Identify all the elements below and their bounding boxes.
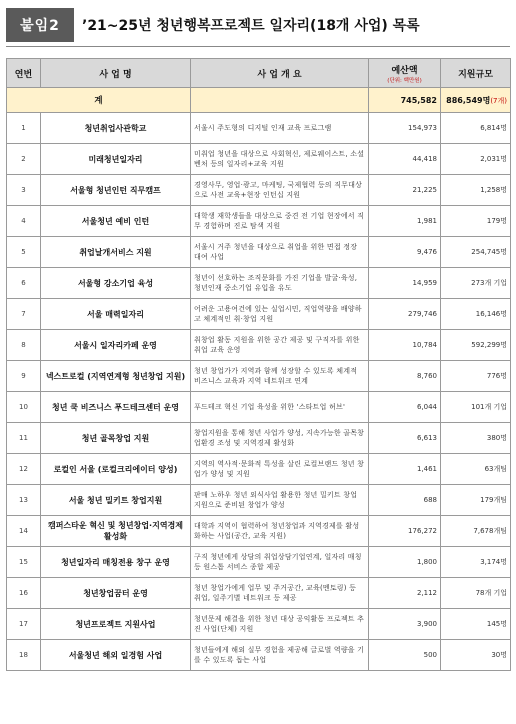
row-summary: 경영사무, 영업·광고, 마케팅, 국제협력 등의 직무대상으로 사전 교육+현장 인턴십 지원 (191, 175, 369, 206)
row-scale: 101개 기업 (441, 392, 511, 423)
row-name: 로컬인 서울 (로컬크리에이터 양성) (41, 454, 191, 485)
row-name: 청년프로젝트 지원사업 (41, 609, 191, 640)
table-row (7, 206, 511, 237)
row-name: 서울 매력일자리 (41, 299, 191, 330)
total-scale (441, 88, 511, 113)
row-summary: 취창업 활동 지원을 위한 공간 제공 및 구직자를 위한 취업 교육 운영 (191, 330, 369, 361)
row-budget: 8,760 (369, 361, 441, 392)
total-scale-value: 886,549명 (446, 95, 491, 105)
header-budget-unit: (단위: 백만원) (387, 77, 422, 84)
row-summary: 청년들에게 해외 실무 경험을 제공해 글로벌 역량을 기를 수 있도록 돕는 사업 (191, 640, 369, 671)
table-row (7, 113, 511, 144)
appendix-badge: 붙임2 (6, 8, 74, 42)
row-budget: 10,784 (369, 330, 441, 361)
row-budget: 14,959 (369, 268, 441, 299)
row-budget: 9,476 (369, 237, 441, 268)
row-no: 15 (7, 547, 41, 578)
header-no: 연번 (7, 59, 41, 88)
row-name: 서울 청년 밀키트 창업지원 (41, 485, 191, 516)
table-row (7, 175, 511, 206)
row-name: 서울청년 예비 인턴 (41, 206, 191, 237)
row-summary: 청년문제 해결을 위한 청년 대상 공익활동 프로젝트 추진 사업(단체) 지원 (191, 609, 369, 640)
row-summary: 구직 청년에게 상담의 취업상담기업연계, 일자리 매칭 등 원스톱 서비스 종합 제공 (191, 547, 369, 578)
row-no: 2 (7, 144, 41, 175)
row-summary: 어려운 고용여건에 있는 실업시민, 직업역량을 배양하고 체계적인 취·창업 지원 (191, 299, 369, 330)
row-no: 8 (7, 330, 41, 361)
row-summary: 대학생 재학생들을 대상으로 중견 전 기업 현장에서 직무 경험하며 진로 탐색 지원 (191, 206, 369, 237)
row-name: 청년 쿡 비즈니스 푸드테크센터 운영 (41, 392, 191, 423)
row-no: 6 (7, 268, 41, 299)
row-no: 3 (7, 175, 41, 206)
header-budget-label: 예산액 (391, 65, 418, 76)
row-scale: 2,031명 (441, 144, 511, 175)
table-row (7, 485, 511, 516)
total-scale-unit: (7개) (490, 96, 507, 105)
row-summary: 푸드테크 혁신 기업 육성을 위한 '스타트업 허브' (191, 392, 369, 423)
row-summary: 청년 창업가가 지역과 함께 성장할 수 있도록 체계적 비즈니스 교육과 지역 네트워크 연계 (191, 361, 369, 392)
row-no: 10 (7, 392, 41, 423)
row-name: 청년창업꿈터 운영 (41, 578, 191, 609)
table-row (7, 578, 511, 609)
row-budget: 279,746 (369, 299, 441, 330)
row-no: 12 (7, 454, 41, 485)
row-name: 취업날개서비스 지원 (41, 237, 191, 268)
table-row (7, 609, 511, 640)
row-name: 미래청년일자리 (41, 144, 191, 175)
row-scale: 78개 기업 (441, 578, 511, 609)
table-row (7, 330, 511, 361)
row-no: 14 (7, 516, 41, 547)
row-name: 넥스트로컬 (지역연계형 청년창업 지원) (41, 361, 191, 392)
row-budget: 154,973 (369, 113, 441, 144)
row-name: 서울형 강소기업 육성 (41, 268, 191, 299)
row-scale: 145명 (441, 609, 511, 640)
row-no: 13 (7, 485, 41, 516)
title-divider (6, 46, 510, 47)
table-row (7, 516, 511, 547)
row-budget: 2,112 (369, 578, 441, 609)
row-summary: 지역의 역사적·문화적 특성을 살린 로컬브랜드 청년 창업가 양성 및 지원 (191, 454, 369, 485)
row-summary: 대학과 지역이 협력하여 청년창업과 지역경제를 활성화하는 사업(공간, 교육 지원) (191, 516, 369, 547)
total-summary-empty (191, 88, 369, 113)
table-row (7, 454, 511, 485)
row-scale: 3,174명 (441, 547, 511, 578)
row-scale: 273개 기업 (441, 268, 511, 299)
table-row (7, 640, 511, 671)
row-budget: 6,613 (369, 423, 441, 454)
row-summary: 서울시 거주 청년을 대상으로 취업을 위한 면접 정장 대여 사업 (191, 237, 369, 268)
title-bar (6, 8, 510, 42)
row-summary: 청년이 선호하는 조직문화를 가진 기업을 발굴·육성, 청년인재 중소기업 유입을 유도 (191, 268, 369, 299)
row-summary: 미취업 청년을 대상으로 사회혁신, 제로웨이스트, 소셜벤처 등의 일자리+교육 지원 (191, 144, 369, 175)
row-budget: 688 (369, 485, 441, 516)
table-row (7, 268, 511, 299)
row-scale: 254,745명 (441, 237, 511, 268)
row-name: 서울청년 해외 일경험 사업 (41, 640, 191, 671)
row-no: 17 (7, 609, 41, 640)
row-name: 청년취업사관학교 (41, 113, 191, 144)
row-budget: 1,800 (369, 547, 441, 578)
table-row (7, 547, 511, 578)
row-scale: 16,146명 (441, 299, 511, 330)
row-budget: 1,461 (369, 454, 441, 485)
row-no: 4 (7, 206, 41, 237)
table-row (7, 299, 511, 330)
page-title: ’21~25년 청년행복프로젝트 일자리(18개 사업) 목록 (82, 18, 420, 34)
header-scale: 지원규모 (441, 59, 511, 88)
row-scale: 380명 (441, 423, 511, 454)
table-row (7, 144, 511, 175)
table-row (7, 423, 511, 454)
total-budget: 745,582 (369, 88, 441, 113)
row-budget: 3,900 (369, 609, 441, 640)
header-name: 사 업 명 (41, 59, 191, 88)
row-name: 서울시 일자리카페 운영 (41, 330, 191, 361)
row-no: 5 (7, 237, 41, 268)
total-label: 계 (7, 88, 191, 113)
row-name: 서울형 청년인턴 직무캠프 (41, 175, 191, 206)
project-table (6, 58, 511, 671)
row-scale: 30명 (441, 640, 511, 671)
row-budget: 21,225 (369, 175, 441, 206)
row-budget: 6,044 (369, 392, 441, 423)
row-name: 캠퍼스타운 혁신 및 청년창업·지역경제 활성화 (41, 516, 191, 547)
row-name: 청년일자리 매칭전용 창구 운영 (41, 547, 191, 578)
total-row (7, 88, 511, 113)
table-row (7, 361, 511, 392)
header-budget (369, 59, 441, 88)
row-summary: 청년 창업가에게 업무 및 주거공간, 교육(멘토링) 등 취업, 일주기별 네트워크 등 제공 (191, 578, 369, 609)
row-scale: 6,814명 (441, 113, 511, 144)
table-row (7, 392, 511, 423)
row-budget: 500 (369, 640, 441, 671)
row-summary: 판매 노하우 청년 외식사업 활용한 청년 밀키트 창업 지원으로 준비된 창업가 양성 (191, 485, 369, 516)
row-name: 청년 골목창업 지원 (41, 423, 191, 454)
row-budget: 1,981 (369, 206, 441, 237)
row-budget: 176,272 (369, 516, 441, 547)
row-scale: 592,299명 (441, 330, 511, 361)
row-scale: 63개팀 (441, 454, 511, 485)
table-row (7, 237, 511, 268)
row-scale: 179명 (441, 206, 511, 237)
row-budget: 44,418 (369, 144, 441, 175)
row-no: 18 (7, 640, 41, 671)
table-header-row (7, 59, 511, 88)
row-no: 11 (7, 423, 41, 454)
row-no: 16 (7, 578, 41, 609)
row-scale: 7,678개팀 (441, 516, 511, 547)
row-no: 1 (7, 113, 41, 144)
row-summary: 창업지원을 통해 청년 사업가 양성, 지속가능한 골목창업환경 조성 및 지역경제 활성화 (191, 423, 369, 454)
row-summary: 서울시 주도형의 디지털 인재 교육 프로그램 (191, 113, 369, 144)
row-no: 7 (7, 299, 41, 330)
row-scale: 1,258명 (441, 175, 511, 206)
row-scale: 179개팀 (441, 485, 511, 516)
header-summary: 사 업 개 요 (191, 59, 369, 88)
row-no: 9 (7, 361, 41, 392)
row-scale: 776명 (441, 361, 511, 392)
